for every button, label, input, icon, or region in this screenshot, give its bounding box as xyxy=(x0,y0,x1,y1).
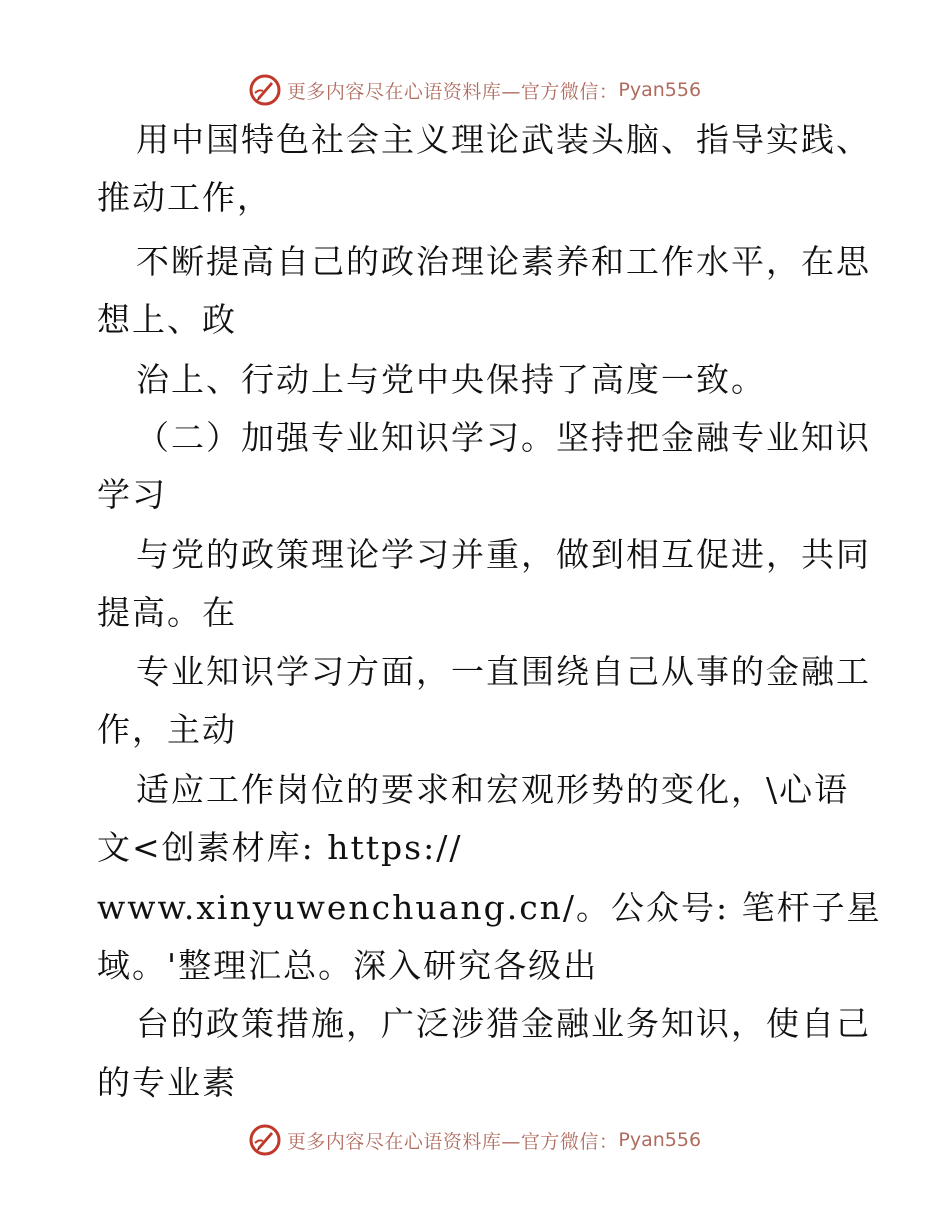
body-line: 作，主动 xyxy=(97,710,237,749)
body-line: 治上、行动上与党中央保持了高度一致。 xyxy=(136,360,766,399)
header-banner xyxy=(0,70,950,110)
body-line: 用中国特色社会主义理论武装头脑、指导实践、 xyxy=(136,120,871,159)
body-line: 域。'整理汇总。深入研究各级出 xyxy=(97,946,599,985)
body-line: （二）加强专业知识学习。坚持把金融专业知识 xyxy=(136,418,871,457)
body-line: 的专业素 xyxy=(97,1063,237,1102)
body-line: 台的政策措施，广泛涉猎金融业务知识，使自己 xyxy=(136,1004,871,1043)
body-line: 学习 xyxy=(97,475,167,514)
body-line: 与党的政策理论学习并重，做到相互促进，共同 xyxy=(136,535,871,574)
body-line: 文<创素材库: https:// xyxy=(97,828,463,867)
banner-contact: Pyan556 xyxy=(618,79,702,101)
footer-banner xyxy=(0,1120,950,1160)
body-line: 想上、政 xyxy=(97,300,237,339)
body-line: 专业知识学习方面，一直围绕自己从事的金融工 xyxy=(136,652,871,691)
quill-logo-icon xyxy=(249,74,281,106)
banner-text: 更多内容尽在心语资料库—官方微信： xyxy=(286,1130,619,1153)
quill-logo-icon xyxy=(249,1124,281,1156)
body-line: 提高。在 xyxy=(97,593,237,632)
body-line: 推动工作， xyxy=(97,178,272,217)
body-line: 不断提高自己的政治理论素养和工作水平，在思 xyxy=(136,242,871,281)
body-line: www.xinyuwenchuang.cn/。公众号: 笔杆子星 xyxy=(97,888,882,927)
banner-text: 更多内容尽在心语资料库—官方微信： xyxy=(286,80,619,103)
banner-contact: Pyan556 xyxy=(618,1129,702,1151)
body-line: 适应工作岗位的要求和宏观形势的变化，\心语 xyxy=(136,770,850,809)
